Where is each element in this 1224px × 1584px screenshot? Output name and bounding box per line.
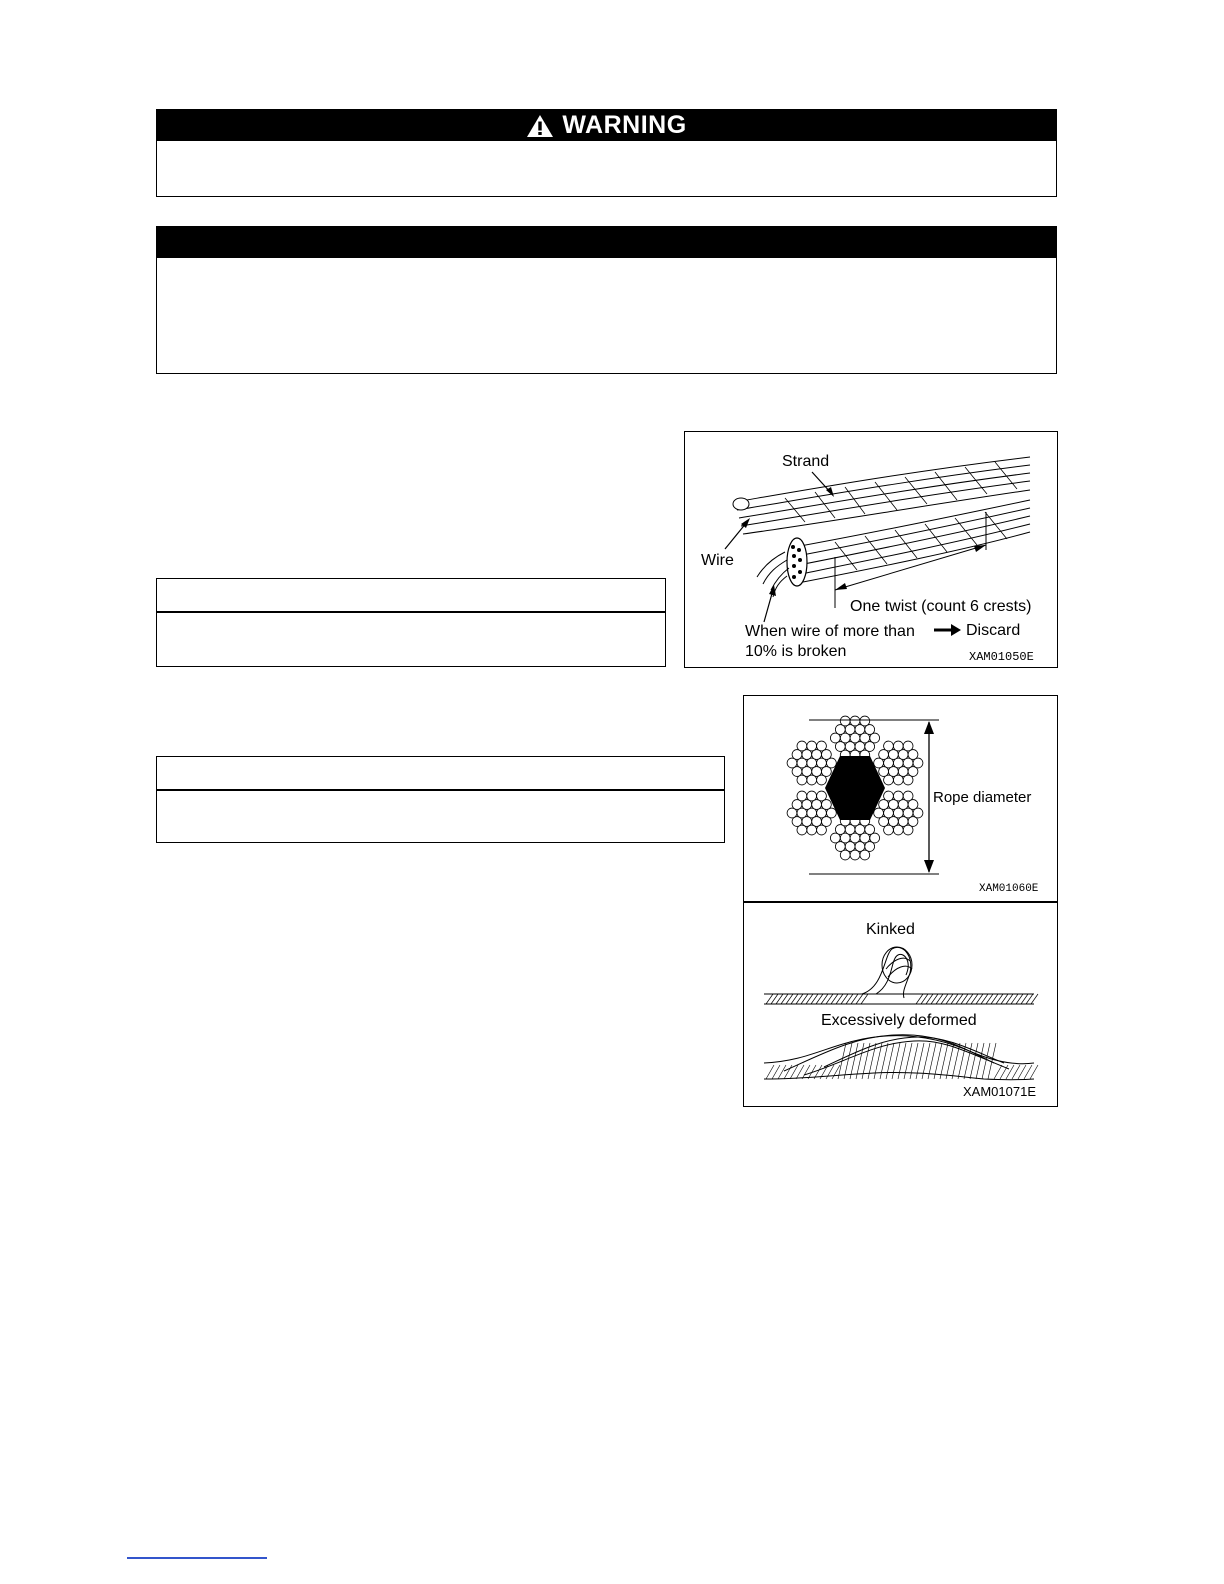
rope-hatch (934, 1043, 942, 1079)
rope-hatch (880, 1043, 888, 1079)
rope-damage-illustration (744, 903, 1056, 1107)
notice-box (156, 226, 1057, 374)
wire-circle (807, 775, 817, 785)
broken-label-line2: 10% is broken (745, 643, 847, 660)
warning-triangle-icon (526, 114, 554, 138)
figure1-code: XAM01050E (969, 650, 1034, 664)
rope-hatch (970, 1043, 978, 1079)
wire-rope-illustration (685, 432, 1056, 666)
rope-hatch (1018, 1065, 1026, 1079)
wire-circle (821, 750, 831, 760)
rope-hatch (892, 1043, 900, 1079)
rope-hatch (976, 1043, 984, 1079)
wire-circle (817, 775, 827, 785)
rope-hatch (820, 1065, 828, 1079)
deformed-rope (764, 1035, 1034, 1080)
wire-rope-figure (684, 431, 1058, 668)
deformed-label: Excessively deformed (821, 1012, 977, 1029)
wire-circle (884, 791, 894, 801)
wire-label: Wire (701, 552, 734, 569)
wire-circle (840, 716, 850, 726)
rope-hatch (796, 1065, 804, 1079)
wire-circle (908, 800, 918, 810)
footer-link-underline[interactable] (127, 1557, 267, 1559)
rope-hatch (1030, 1065, 1038, 1079)
rope-hatch (904, 1043, 912, 1079)
table-box-1-divider (157, 611, 665, 613)
strand-label: Strand (782, 453, 830, 470)
rope-figures-panel (743, 695, 1058, 1107)
rope-hatch (832, 1065, 840, 1079)
figure3-code: XAM01071E (963, 1084, 1036, 1099)
rope-hatch (838, 1043, 846, 1079)
wire-circle (807, 741, 817, 751)
rope-hatch (910, 1043, 918, 1079)
wire-circle (817, 825, 827, 835)
wire-circle (893, 775, 903, 785)
kinked-rope (764, 947, 1034, 1004)
table-box-1 (156, 578, 666, 667)
wire-circle (908, 750, 918, 760)
wire-circle (860, 850, 870, 860)
figure2-code: XAM01060E (979, 883, 1039, 895)
broken-label-line1: When wire of more than (745, 623, 915, 640)
table-box-2 (156, 756, 725, 843)
wire-circle (903, 775, 913, 785)
rope-hatch (1024, 1065, 1032, 1079)
rope-hatch (772, 1065, 780, 1079)
warning-header (157, 110, 1056, 141)
rope-hatch (946, 1043, 954, 1079)
discard-label: Discard (966, 622, 1021, 639)
warning-title: WARNING (562, 111, 687, 139)
rope-hatch (898, 1043, 906, 1079)
one-twist-label: One twist (count 6 crests) (850, 598, 1032, 615)
rope-hatch (844, 1043, 852, 1079)
wire-circle (893, 791, 903, 801)
wire-circle (903, 825, 913, 835)
wire-circle (865, 825, 875, 835)
rope-hatch (1006, 1065, 1014, 1079)
rope-hatch (994, 1065, 1002, 1079)
warning-box (156, 109, 1057, 197)
kinked-label: Kinked (866, 921, 915, 938)
wire-circle (821, 800, 831, 810)
table-box-2-divider (157, 789, 724, 791)
wire-circle (865, 725, 875, 735)
rope-hatch (1012, 1065, 1020, 1079)
rope-cross-section (787, 538, 807, 586)
notice-header (157, 227, 1056, 258)
rope-hatch (940, 1043, 948, 1079)
rope-cross-section-illustration (744, 696, 1056, 902)
wire-circle (797, 741, 807, 751)
rope-hatch (886, 1043, 894, 1079)
wire-circle (850, 850, 860, 860)
rope-diameter-label: Rope diameter (933, 789, 1032, 806)
rope-hatch (784, 1065, 792, 1079)
wire-circle (807, 791, 817, 801)
rope-hatch (778, 1065, 786, 1079)
wire-circle (807, 825, 817, 835)
rope-hatch (766, 1065, 774, 1079)
wire-circle (797, 791, 807, 801)
wire-circle (893, 825, 903, 835)
rope-hatch (790, 1065, 798, 1079)
wire-circle (884, 741, 894, 751)
wire-circle (850, 716, 860, 726)
wire-circle (893, 741, 903, 751)
rope-hatch (952, 1043, 960, 1079)
